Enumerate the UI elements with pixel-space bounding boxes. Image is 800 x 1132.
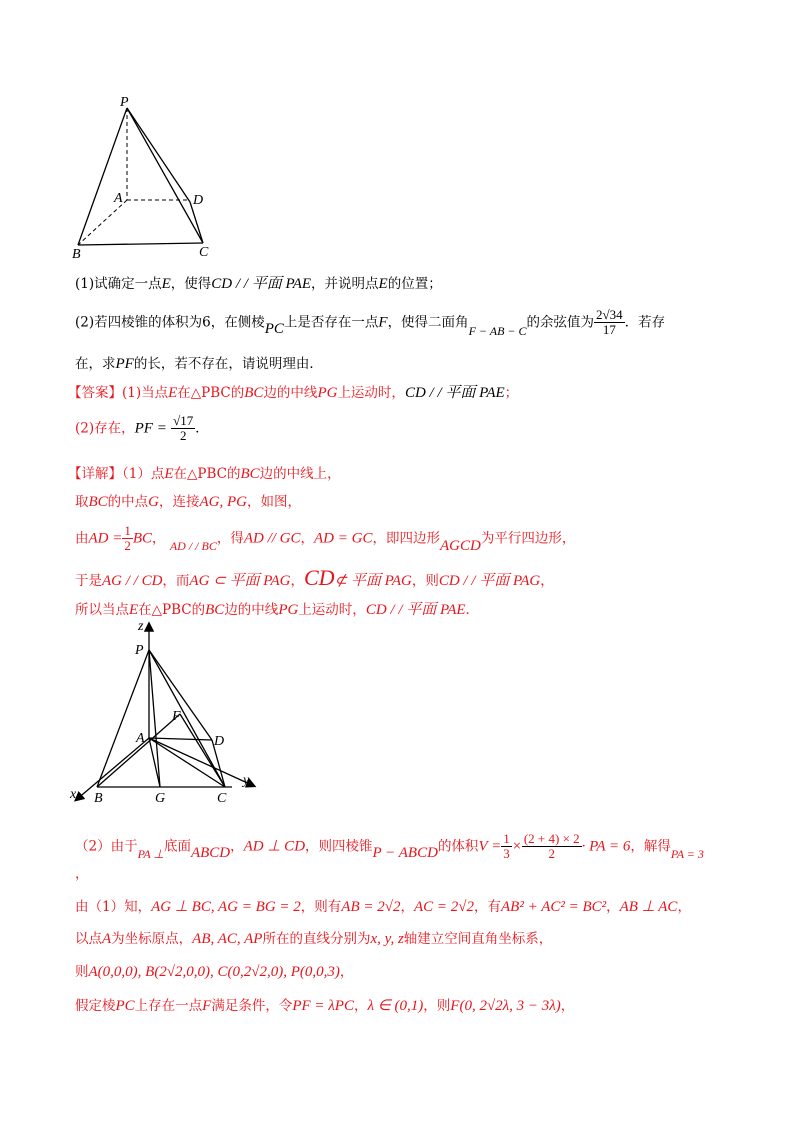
label-A: A: [114, 191, 123, 206]
detail-l5-pg: PG: [278, 602, 299, 618]
answer-1-prefix: (1)当点: [122, 385, 169, 401]
part2-l1-frac1-num: 1: [503, 831, 510, 846]
answer-pf-fraction: [171, 414, 195, 444]
part2-line-5: [75, 994, 574, 1015]
part2-l2-e: ，: [606, 899, 620, 915]
label-D2: D: [214, 734, 225, 749]
part2-l5-vec: PF = λPC: [292, 998, 354, 1014]
detail-l5-d: 边的中线: [224, 602, 279, 618]
part2-l2-ac: AC = 2√2: [413, 899, 475, 915]
detail-l3-a: 由: [75, 530, 89, 547]
part2-l5-pc: PC: [115, 998, 135, 1014]
detail-l5-a: 所以当点: [75, 602, 129, 618]
answer-tag: 【答案】: [68, 385, 122, 401]
part2-line-4: [75, 960, 353, 981]
q2-frac-num: 2√34: [596, 307, 623, 322]
q2-mid: 上是否存在一点: [283, 314, 379, 331]
part2-l1-b: 底面: [163, 838, 191, 855]
part2-l1-frac1-den: 3: [503, 846, 510, 862]
q1-suffix: ，并说明点: [311, 276, 379, 292]
detail-l4-agcd: AG / / CD: [102, 573, 163, 589]
detail-l3-adgc: AD // GC: [243, 530, 301, 547]
part2-l1-pa3: PA = 3: [670, 847, 704, 862]
q1-prefix: (1)试确定一点: [75, 276, 162, 292]
detail-l4-nsub: ⊄ 平面 PAG: [334, 573, 412, 589]
detail-l3-half-den: 2: [124, 538, 131, 554]
part2-l3-d: 轴建立空间直角坐标系，: [403, 931, 553, 947]
answer-e: E: [168, 385, 178, 401]
part2-l5-d: ，: [353, 998, 368, 1014]
detail-l1-a: （1）点: [122, 466, 165, 482]
detail-l2-a: 取: [75, 494, 89, 510]
answer-edge-mid: 边的中线: [263, 385, 318, 401]
q2-mid2: ，使得二面角: [387, 314, 469, 331]
answer-pf-den: 2: [179, 428, 187, 444]
part2-l4-a: 则: [75, 964, 89, 980]
part2-l2-d: ，有: [474, 899, 502, 915]
label-G: G: [155, 791, 166, 806]
axis-label-x: x: [70, 787, 77, 802]
detail-l4-cd: CD: [303, 565, 335, 590]
part2-l1-pabcd: P − ABCD: [372, 845, 438, 862]
q2-point-f: F: [378, 314, 388, 331]
detail-l4-sub: AG ⊂ 平面 PAG: [189, 573, 291, 589]
detail-l4-c: ，: [290, 573, 304, 589]
q2-line2: 在，求: [75, 356, 116, 372]
answer-2-prefix: (2)存在，: [75, 420, 135, 437]
answer-line-1: [68, 381, 518, 402]
detail-l3-par: AD / / BC: [169, 539, 217, 554]
label-P2: P: [135, 643, 144, 658]
detail-l5-bc: BC: [205, 602, 225, 618]
part2-l2-c: ，: [400, 899, 414, 915]
q2-cosine-fraction: [594, 308, 625, 338]
part2-l2-ag: AG ⊥ BC, AG = BG = 2: [151, 899, 301, 915]
detail-l1-bc: BC: [240, 466, 260, 482]
part2-l1-frac2: [522, 832, 582, 862]
answer-triangle: △PBC: [190, 385, 231, 401]
detail-l5-c: 的: [191, 602, 206, 618]
detail-l5-f: 上运动时，: [298, 602, 366, 618]
part2-l1-frac2-num: (2 + 4) × 2: [523, 831, 580, 846]
part2-l1-adcd: AD ⊥ CD: [243, 838, 306, 855]
detail-l4-e: ，: [540, 573, 554, 589]
q1-condition: CD / / 平面 PAE: [211, 276, 312, 292]
q2-mid3: 的余弦值为: [526, 314, 595, 331]
part2-l2-b: ，则有: [300, 899, 342, 915]
part2-l5-c: 满足条件，令: [211, 998, 293, 1014]
detail-l5-end: ．: [465, 602, 480, 618]
answer-condition: CD / / 平面 PAE: [404, 385, 505, 401]
detail-l1-tri: △PBC: [187, 466, 227, 482]
axis-label-y: y: [243, 773, 250, 788]
detail-l2-bc: BC: [88, 494, 108, 510]
detail-l5-b: 在: [138, 602, 152, 618]
detail-line-3: [75, 524, 575, 554]
answer-pf-num: √17: [173, 413, 194, 428]
label-P: P: [120, 95, 129, 110]
label-B: B: [72, 247, 81, 260]
part2-l2-ab: AB = 2√2: [341, 899, 401, 915]
part2-l3-c: 所在的直线分别为: [262, 931, 371, 947]
part2-l3-a: 以点: [75, 931, 102, 947]
detail-l5-cond: CD / / 平面 PAE: [365, 602, 466, 618]
label-D: D: [193, 193, 204, 208]
answer-bc: BC: [244, 385, 264, 401]
detail-l3-f: 为平行四边形，: [480, 530, 576, 547]
detail-line-1: [68, 462, 341, 483]
detail-line-4: [75, 565, 554, 591]
detail-l5-tri: △PBC: [151, 602, 192, 618]
detail-l5-e: E: [129, 602, 139, 618]
part2-l4-b: ，: [339, 964, 354, 980]
label-C: C: [199, 245, 209, 260]
q2-edge: PC: [264, 321, 284, 338]
answer-pg: PG: [317, 385, 338, 401]
part2-l1-abcd: ABCD: [190, 845, 231, 862]
detail-l3-bc: BC: [132, 530, 153, 547]
part2-l5-b: 上存在一点: [134, 998, 203, 1014]
answer-in: 在: [177, 385, 191, 401]
q1-point-e2: E: [378, 276, 388, 292]
detail-l3-e: ，即四边形: [372, 530, 440, 547]
part2-l2-perp: AB ⊥ AC: [619, 899, 678, 915]
detail-l2-g: G: [148, 494, 160, 510]
q1-point-e: E: [161, 276, 171, 292]
q2-pf: PF: [115, 356, 134, 372]
part2-l3-A: A: [102, 931, 112, 947]
part2-l3-xyz: x, y, z: [370, 931, 404, 947]
q1-end: 的位置；: [387, 276, 442, 292]
part2-l1-g: ，解得: [630, 838, 671, 855]
detail-l1-c: 的: [226, 466, 241, 482]
detail-l1-d: 边的中线上，: [259, 466, 341, 482]
answer-pf-eq: PF =: [134, 420, 167, 437]
detail-tag: 【详解】: [68, 466, 122, 482]
part2-l1-e: 的体积: [437, 838, 479, 855]
part2-l2-a: 由（1）知，: [75, 899, 152, 915]
part2-l5-f2: ，: [560, 998, 575, 1014]
detail-line-2: [75, 490, 301, 511]
part2-l5-fcoord: F(0, 2√2λ, 3 − 3λ): [450, 998, 561, 1014]
detail-l3-ad: AD =: [88, 530, 123, 547]
q2-prefix: (2)若四棱锥的体积为6，在侧棱: [75, 314, 265, 331]
part2-line-1b: [75, 862, 89, 882]
q2-line2-end: 的长，若不存在，请说明理由．: [133, 356, 323, 372]
part2-l1-frac2-den: 2: [548, 846, 555, 862]
answer-moving: 上运动时，: [337, 385, 405, 401]
answer-of: 的: [230, 385, 245, 401]
part2-l1-a: （2）由于: [75, 838, 138, 855]
pyramid-figure-1: [60, 90, 230, 260]
answer-end: ；: [504, 385, 519, 401]
detail-l1-e: E: [164, 466, 174, 482]
part2-l5-f: F: [202, 998, 212, 1014]
detail-l3-b: ，: [152, 530, 166, 547]
part2-l1-c: ，: [230, 838, 244, 855]
label-A2: A: [136, 731, 145, 746]
part2-l1-d: ，则四棱锥: [305, 838, 373, 855]
answer-line-2: [75, 414, 209, 444]
q2-end: ．若存: [624, 314, 666, 331]
question-1: [75, 272, 442, 293]
part2-l2-sq: AB² + AC² = BC²: [501, 899, 607, 915]
part2-l4-pts: A(0,0,0), B(2√2,0,0), C(0,2√2,0), P(0,0,3): [88, 964, 340, 980]
part2-l3-b: 为坐标原点，: [111, 931, 193, 947]
part2-l5-a: 假定棱: [75, 998, 116, 1014]
detail-l4-d: ，则: [411, 573, 439, 589]
label-C2: C: [217, 791, 227, 806]
answer-2-end: ．: [195, 420, 209, 437]
pyramid-figure-2-coordinate: [60, 612, 270, 808]
part2-l1b: ，: [75, 866, 89, 882]
axis-label-z: z: [138, 619, 144, 634]
part2-line-2: [75, 895, 691, 916]
part2-l1-pa: PA ⊥: [137, 847, 164, 862]
detail-l3-d: ，: [300, 530, 315, 547]
part2-line-1: [75, 832, 704, 862]
part2-l2-f: ，: [677, 899, 691, 915]
detail-l1-b: 在: [173, 466, 188, 482]
detail-l3-agcd: AGCD: [439, 538, 481, 555]
label-B2: B: [94, 791, 103, 806]
question-2: [75, 308, 665, 338]
part2-l1-frac1: [501, 832, 512, 862]
detail-l2-b: 的中点: [107, 494, 149, 510]
detail-l4-par: CD / / 平面 PAG: [438, 573, 541, 589]
detail-l2-c: ，连接: [159, 494, 200, 510]
part2-l1-rest: · PA = 6: [581, 838, 631, 855]
q2-frac-den: 17: [602, 322, 616, 338]
part2-l3-abc: AB, AC, AP: [192, 931, 263, 947]
detail-l3-c: ，得: [216, 530, 244, 547]
label-F: F: [172, 709, 181, 724]
part2-l5-e: ，则: [423, 998, 451, 1014]
detail-l4-a: 于是: [75, 573, 102, 589]
detail-l2-d: ，如图，: [247, 494, 302, 510]
part2-l1-v: V =: [478, 838, 502, 855]
detail-l2-ag: AG, PG: [199, 494, 248, 510]
detail-l3-half: [122, 524, 133, 554]
detail-l3-half-num: 1: [124, 523, 131, 538]
q2-dihedral-angle: F − AB − C: [468, 324, 527, 339]
detail-l3-eq: AD = GC: [314, 530, 373, 547]
detail-l4-b: ，而: [162, 573, 190, 589]
question-2-line-2: [75, 352, 323, 373]
part2-l1-times: ×: [511, 838, 522, 855]
q1-mid: ，使得: [170, 276, 212, 292]
part2-l5-lam: λ ∈ (0,1): [367, 998, 424, 1014]
part2-line-3: [75, 927, 552, 948]
